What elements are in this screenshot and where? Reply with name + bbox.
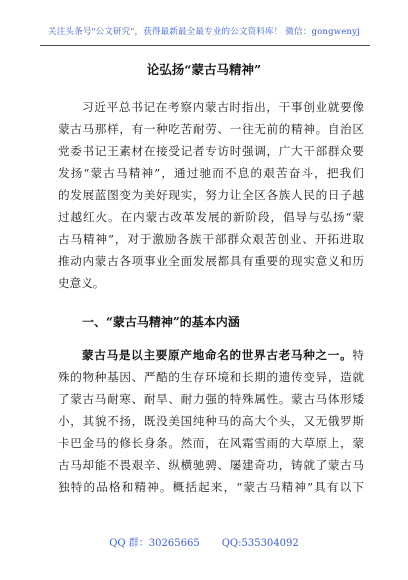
paragraph-line: 的发展蓝图变为美好现实，努力让全区各族人民的日子越 <box>58 188 364 202</box>
paragraph-line: 殊的物种基因、严酷的生存环境和长期的遗传变异，造就 <box>58 370 364 384</box>
paragraph-line: 小，其貌不扬，既没美国纯种马的高大个头，又无俄罗斯 <box>58 414 364 428</box>
paragraph-line: 了蒙古马耐寒、耐旱、耐力强的特殊属性。蒙古马体形矮 <box>58 392 364 406</box>
section-heading: 一、“蒙古马精神”的基本内涵 <box>82 315 240 329</box>
intro-paragraph <box>58 96 364 294</box>
paragraph-line: 蒙古马那样，有一种吃苦耐劳、一往无前的精神。自治区 <box>58 122 364 136</box>
paragraph-line: 过越红火。在内蒙古改革发展的新阶段，倡导与弘扬“蒙 <box>58 210 364 224</box>
body-paragraph <box>58 344 364 498</box>
paragraph-line: 卡巴金马的修长身条。然而，在风霜雪雨的大草原上，蒙 <box>58 436 364 450</box>
paragraph-line: 史意义。 <box>58 276 105 290</box>
footer-qq: QQ:535304092 <box>221 538 299 549</box>
paragraph-line: 党委书记王素材在接受记者专访时强调，广大干部群众要 <box>58 144 364 158</box>
paragraph-line-tail: 特 <box>352 348 364 362</box>
paragraph-line: 独特的品格和精神。概括起来，“蒙古马精神”具有以下 <box>58 480 364 494</box>
header-note: 关注头条号"公文研究"，获得最新最全最专业的公文资料库！ 微信：gongwenyj <box>48 27 360 37</box>
paragraph-line: 发扬“蒙古马精神”，通过驰而不息的艰苦奋斗，把我们 <box>58 166 364 180</box>
footer-qq-group: QQ 群：30265665 <box>109 538 200 549</box>
paragraph-line: 推动内蒙古各项事业全面发展都具有重要的现实意义和历 <box>58 254 364 268</box>
document-title: 论弘扬“蒙古马精神” <box>146 62 262 77</box>
footer-contact <box>0 534 408 549</box>
paragraph-lead-sentence: 蒙古马是以主要原产地命名的世界古老马种之一。 <box>82 348 353 362</box>
header-divider <box>40 45 370 46</box>
paragraph-line: 古马精神”，对于激励各族干部群众艰苦创业、开拓进取 <box>58 232 364 246</box>
paragraph-line: 习近平总书记在考察内蒙古时指出，干事创业就要像 <box>82 100 364 114</box>
paragraph-line <box>58 344 364 366</box>
paragraph-line: 古马却能不畏艰辛、纵横驰骋、屡建奇功，铸就了蒙古马 <box>58 458 364 472</box>
